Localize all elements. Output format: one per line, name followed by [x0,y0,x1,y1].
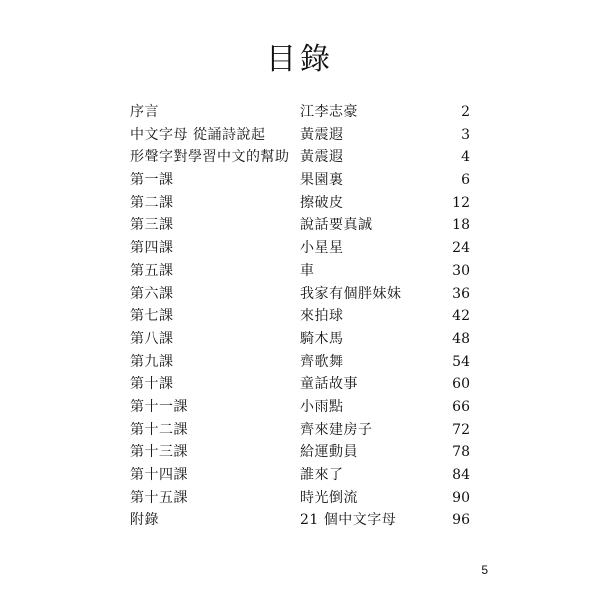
toc-page: 6 [461,172,470,189]
toc-title: 21 個中文字母 [300,512,397,529]
toc-title: 騎木馬 [300,330,344,347]
toc-page: 42 [452,308,470,325]
toc-chapter: 形聲字對學習中文的幫助 [130,149,290,166]
toc-title: 小星星 [300,240,344,257]
toc-chapter: 第五課 [130,262,174,279]
toc-page: 4 [461,149,470,166]
toc-chapter: 第十課 [130,376,174,393]
toc-title: 說話要真誠 [300,217,373,234]
toc-page: 30 [452,262,470,279]
toc-page: 54 [452,353,470,370]
toc-row [130,283,470,306]
toc-row [130,441,470,464]
toc-title: 齊歌舞 [300,353,344,370]
toc-row [130,464,470,487]
toc-chapter: 第二課 [130,194,174,211]
toc-page: 24 [452,240,470,257]
page-number: 5 [481,563,488,577]
table-of-contents [130,101,470,532]
toc-page: 96 [452,512,470,529]
toc-row [130,237,470,260]
toc-page: 72 [452,421,470,438]
toc-title: 時光倒流 [300,489,358,506]
toc-title: 擦破皮 [300,194,344,211]
toc-chapter: 第三課 [130,217,174,234]
toc-chapter: 第十一課 [130,398,188,415]
toc-title: 誰來了 [300,467,344,483]
toc-row [130,351,470,374]
toc-row [130,509,470,532]
toc-title: 來拍球 [300,308,344,325]
toc-chapter: 第十五課 [130,489,188,506]
toc-row [130,373,470,396]
toc-title: 小雨點 [300,398,344,415]
toc-row [130,146,470,169]
toc-row [130,305,470,328]
toc-chapter: 第四課 [130,240,174,257]
toc-title: 黃震遐 [300,126,344,143]
toc-page: 78 [452,444,470,461]
toc-title: 江李志豪 [300,104,358,120]
toc-page: 18 [452,217,470,234]
toc-chapter: 第七課 [130,308,174,325]
toc-chapter: 第一課 [130,172,174,189]
toc-row [130,124,470,147]
toc-row [130,396,470,419]
toc-row [130,192,470,215]
toc-row [130,260,470,283]
toc-page: 90 [452,489,470,506]
toc-chapter: 中文字母 從誦詩說起 [130,126,266,143]
toc-chapter: 序言 [130,104,159,120]
toc-chapter: 第十二課 [130,421,188,438]
toc-row [130,169,470,192]
toc-chapter: 第十三課 [130,444,188,461]
page-title: 目錄 [266,42,334,77]
toc-row [130,101,470,124]
toc-chapter: 第九課 [130,353,174,370]
toc-row [130,328,470,351]
toc-page: 48 [452,330,470,347]
toc-chapter: 第六課 [130,285,174,302]
toc-page: 3 [461,126,470,143]
toc-title: 果園裏 [300,172,344,189]
toc-title: 給運動員 [300,444,358,461]
toc-page: 84 [452,467,470,483]
toc-title: 齊來建房子 [300,421,373,438]
toc-title: 童話故事 [300,376,358,393]
toc-chapter: 第十四課 [130,467,188,483]
toc-title: 車 [300,262,315,279]
toc-page: 36 [452,285,470,302]
toc-title: 我家有個胖妹妹 [300,285,402,302]
toc-row [130,419,470,442]
toc-row [130,487,470,510]
toc-chapter: 第八課 [130,330,174,347]
toc-page: 12 [452,194,470,211]
toc-page: 60 [452,376,470,393]
toc-page: 66 [452,398,470,415]
toc-page: 2 [461,104,470,120]
toc-title: 黃震遐 [300,149,344,166]
toc-row [130,214,470,237]
toc-chapter: 附錄 [130,512,159,529]
